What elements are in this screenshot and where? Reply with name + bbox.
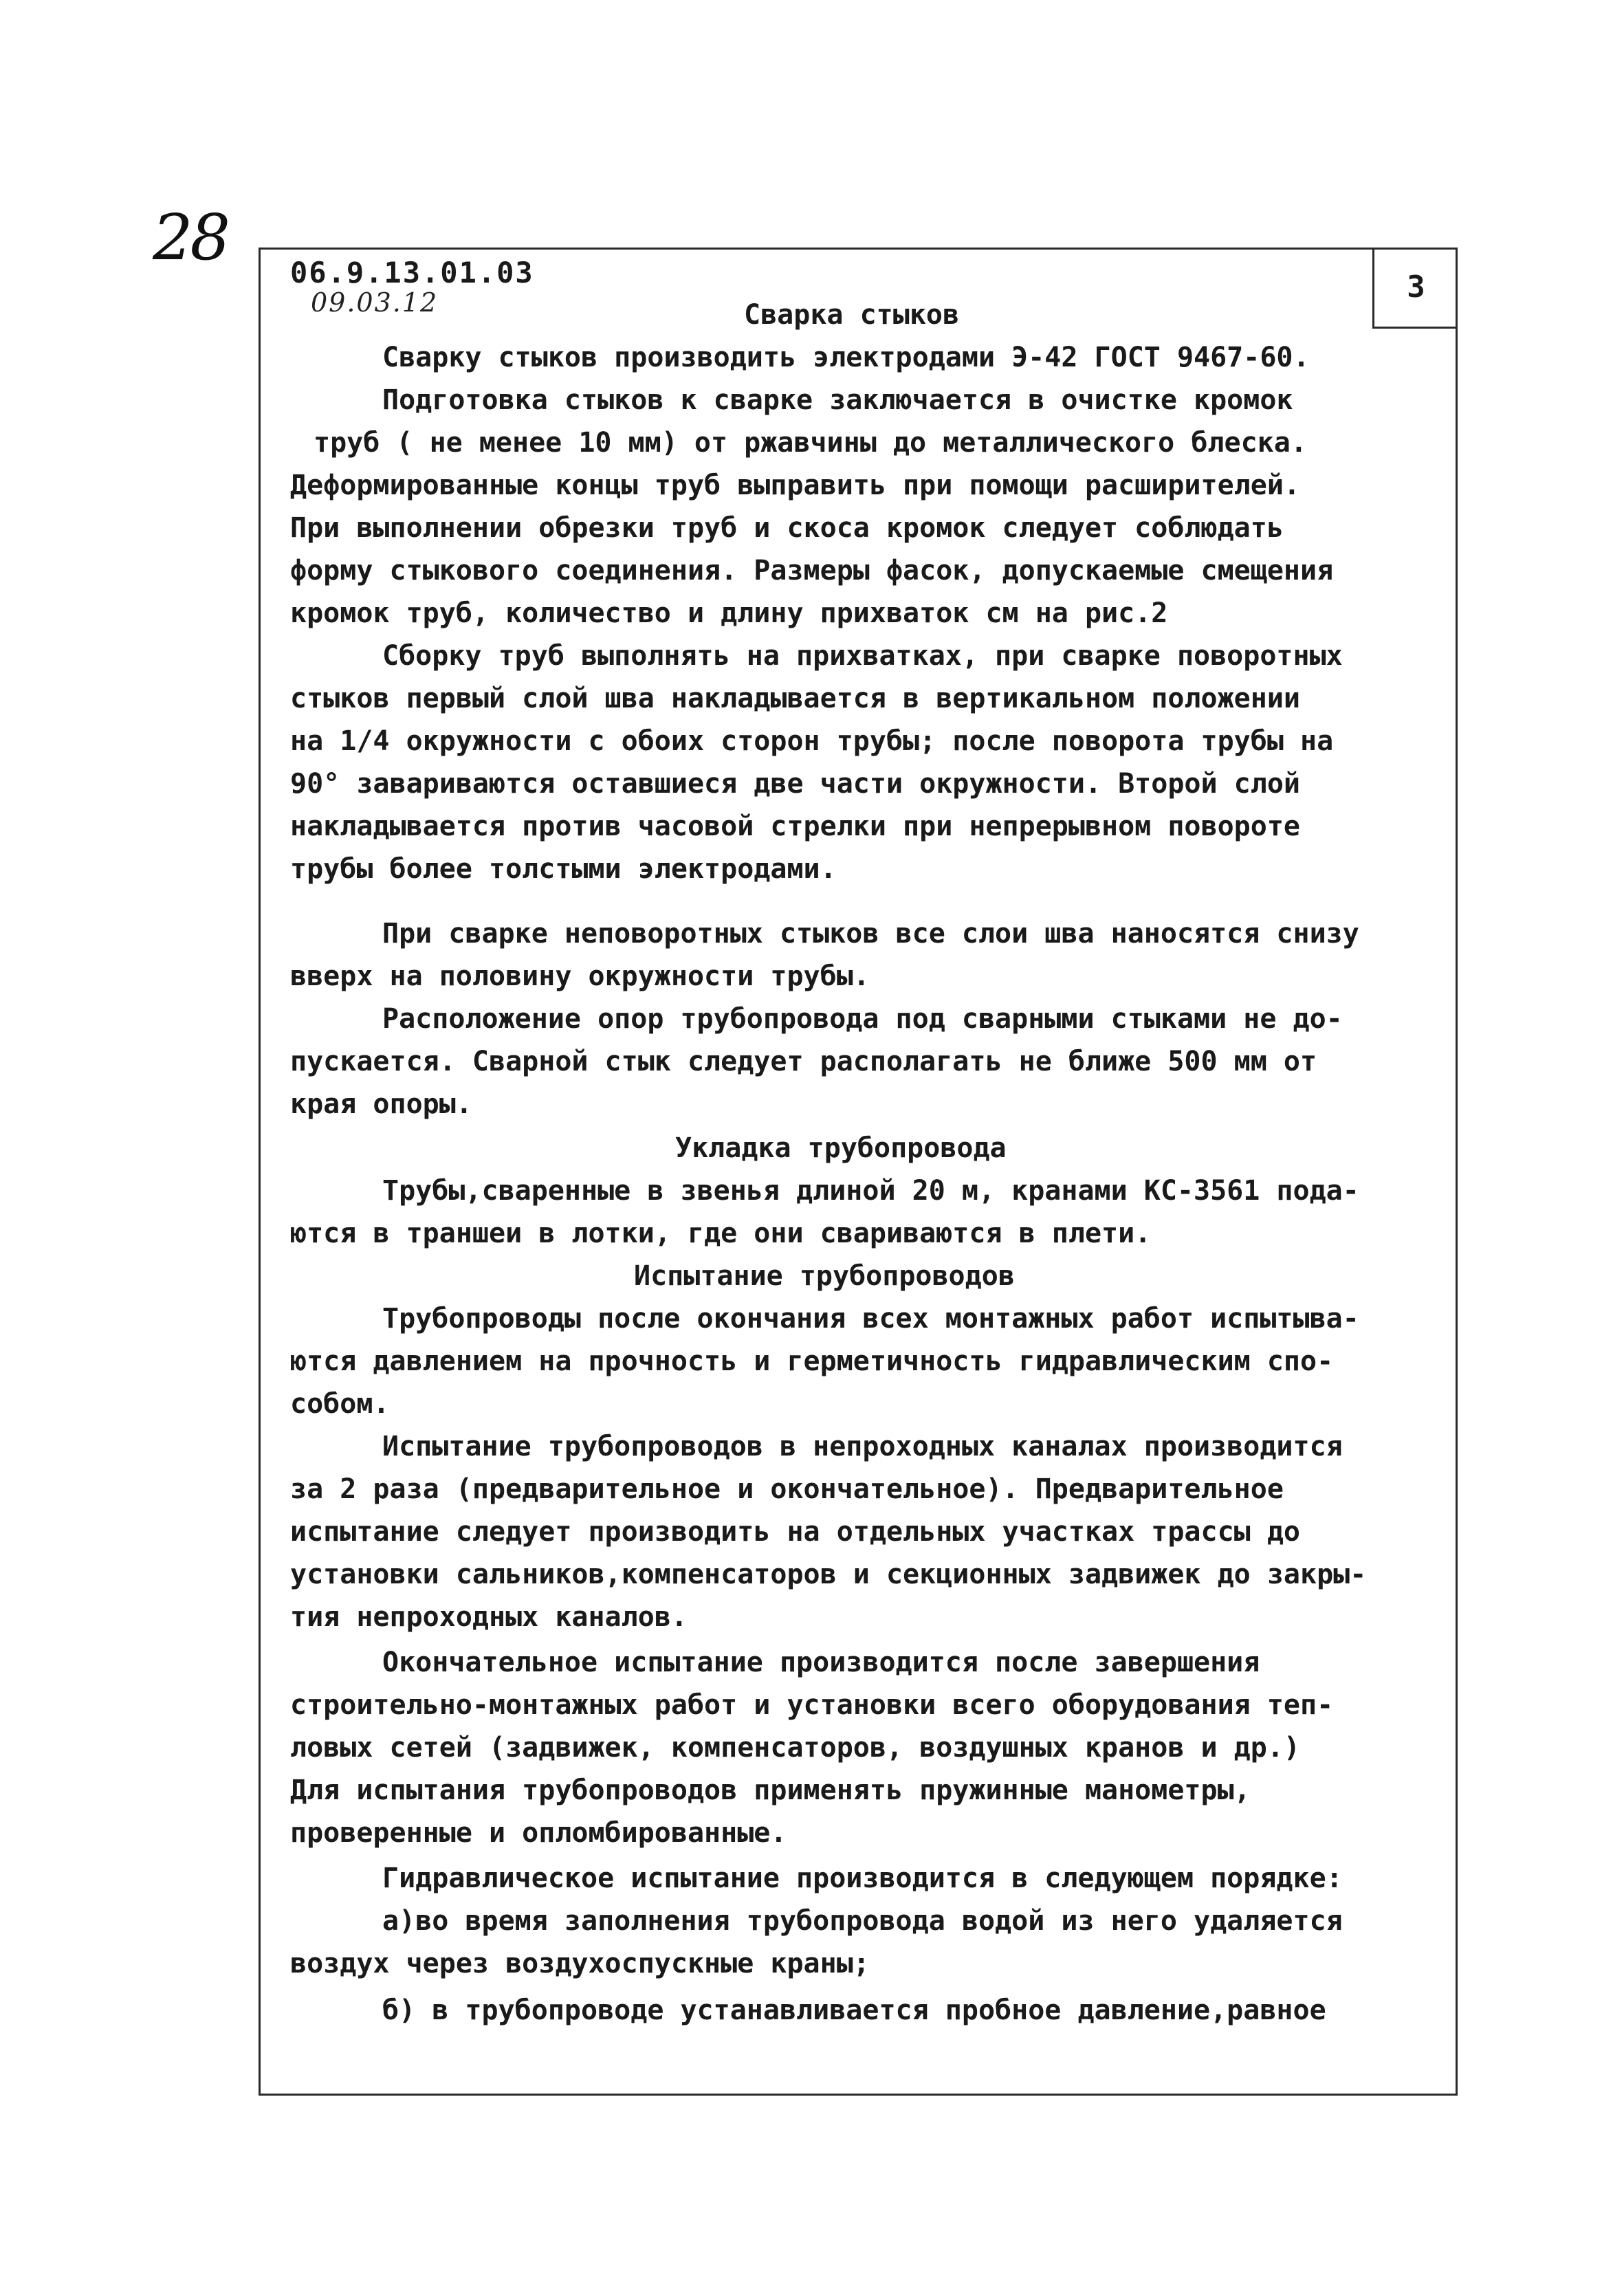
text-line: установки сальников,компенсаторов и секционных задвижек до закры- <box>290 1559 1367 1590</box>
text-line: воздух через воздухоспускные краны; <box>290 1948 870 1979</box>
text-line: 90° завариваются оставшиеся две части окружности. Второй слой <box>290 768 1301 800</box>
handwritten-date: 09.03.12 <box>311 287 439 318</box>
text-line: Окончательное испытание производится после завершения <box>382 1647 1260 1678</box>
text-line: При выполнении обрезки труб и скоса кромок следует соблюдать <box>290 512 1284 544</box>
text-line: При сварке неповоротных стыков все слои шва наносятся снизу <box>382 918 1359 949</box>
text-line: ловых сетей (задвижек, компенсаторов, воздушных кранов и др.) <box>290 1732 1301 1764</box>
text-line: Деформированные концы труб выправить при помощи расширителей. <box>290 470 1301 501</box>
text-line: Для испытания трубопроводов применять пружинные манометры, <box>290 1775 1251 1806</box>
text-line: тия непроходных каналов. <box>290 1601 688 1633</box>
text-line: б) в трубопроводе устанавливается пробное давление,равное <box>382 1995 1326 2026</box>
text-line: Испытание трубопроводов в непроходных каналах производится <box>382 1431 1343 1462</box>
text-line: трубы более толстыми электродами. <box>290 853 837 885</box>
text-line: труб ( не менее 10 мм) от ржавчины до металлического блеска. <box>314 427 1307 459</box>
text-line: Трубопроводы после окончания всех монтажных работ испытыва- <box>382 1303 1359 1335</box>
text-line: а)во время заполнения трубопровода водой из него удаляется <box>382 1905 1343 1937</box>
text-line: форму стыкового соединения. Размеры фасок, допускаемые смещения <box>290 555 1334 586</box>
section-heading: Укладка трубопровода <box>675 1132 1007 1164</box>
text-line: Подготовка стыков к сварке заключается в очистке кромок <box>382 384 1293 416</box>
text-line: строительно-монтажных работ и установки всего оборудования теп- <box>290 1689 1334 1721</box>
text-line: ются в траншеи в лотки, где они свариваются в плети. <box>290 1218 1152 1249</box>
text-line: испытание следует производить на отдельных участках трассы до <box>290 1516 1301 1548</box>
text-line: края опоры. <box>290 1088 472 1120</box>
text-line: Сборку труб выполнять на прихватках, при сварке поворотных <box>382 640 1343 672</box>
document-code: 06.9.13.01.03 <box>290 256 534 289</box>
section-heading: Сварка стыков <box>744 299 960 331</box>
text-line: пускается. Сварной стык следует располагать не ближе 500 мм от <box>290 1046 1317 1077</box>
text-line: проверенные и опломбированные. <box>290 1817 787 1849</box>
text-line: Сварку стыков производить электродами Э-42 ГОСТ 9467-60. <box>382 342 1310 373</box>
text-line: Трубы,сваренные в звенья длиной 20 м, кранами КС-3561 пода- <box>382 1175 1359 1207</box>
text-line: Гидравлическое испытание производится в следующем порядке: <box>382 1863 1343 1894</box>
text-line: за 2 раза (предварительное и окончательное). Предварительное <box>290 1473 1284 1505</box>
text-line: вверх на половину окружности трубы. <box>290 960 870 992</box>
text-line: кромок труб, количество и длину прихваток см на рис.2 <box>290 597 1168 629</box>
sheet-number-box: 3 <box>1372 248 1458 329</box>
text-line: на 1/4 окружности с обоих сторон трубы; после поворота трубы на <box>290 725 1334 757</box>
text-line: ются давлением на прочность и герметичность гидравлическим спо- <box>290 1346 1334 1377</box>
text-line: Расположение опор трубопровода под сварными стыками не до- <box>382 1003 1343 1035</box>
text-line: накладывается против часовой стрелки при непрерывном повороте <box>290 811 1301 842</box>
text-line: стыков первый слой шва накладывается в вертикальном положении <box>290 683 1301 714</box>
section-heading: Испытание трубопроводов <box>634 1260 1015 1292</box>
handwritten-page-number: 28 <box>153 201 228 274</box>
text-line: собом. <box>290 1388 390 1420</box>
